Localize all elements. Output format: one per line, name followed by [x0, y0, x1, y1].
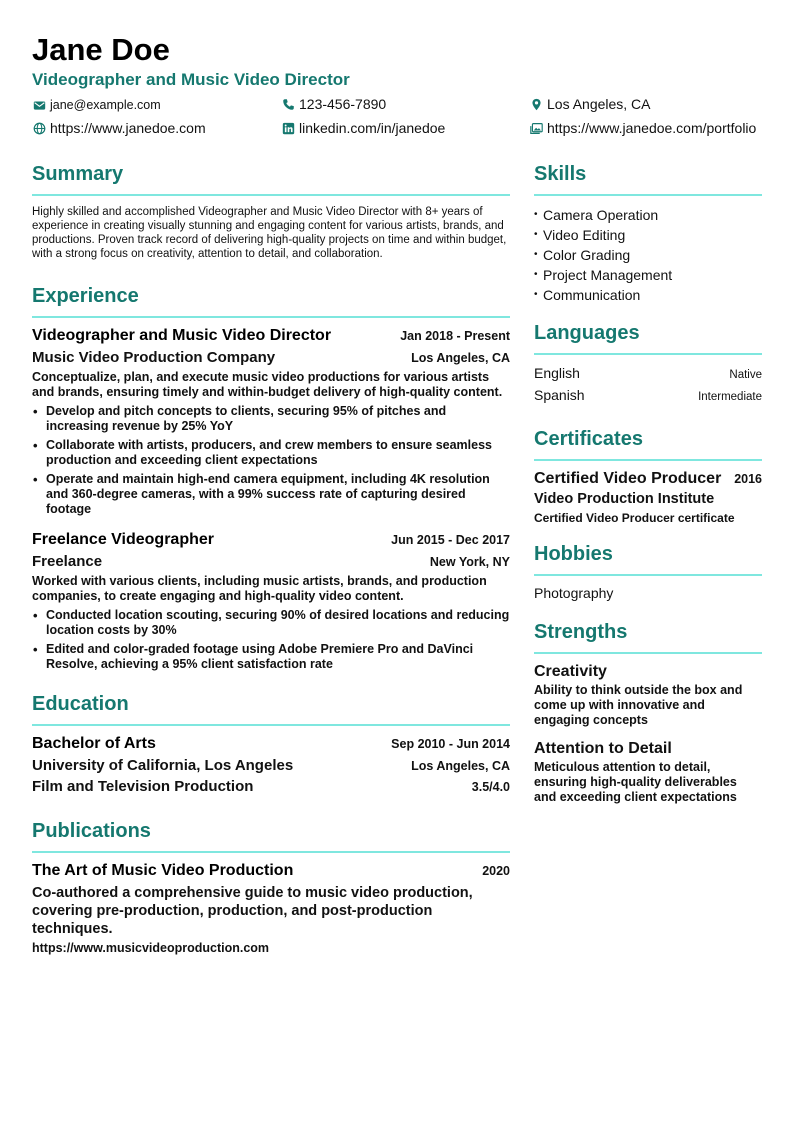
job-entry: [32, 531, 510, 672]
degree: Bachelor of Arts: [32, 735, 156, 752]
publication-title: The Art of Music Video Production: [32, 862, 294, 879]
education-section: [32, 690, 510, 795]
candidate-title: Videographer and Music Video Director: [32, 70, 350, 89]
job-location: New York, NY: [429, 555, 510, 569]
strengths-section: [534, 618, 762, 805]
language-item: [534, 385, 762, 407]
certificate-issuer: Video Production Institute: [534, 491, 715, 507]
job-dates: Jun 2015 - Dec 2017: [391, 533, 510, 547]
contact-linkedin-text: linkedin.com/in/janedoe: [299, 120, 446, 136]
summary-text: Highly skilled and accomplished Videographer and Music Video Director with 8+ years of experience in creating visually stunning and engaging content for various artists, brands, and productions. Proven track record of delivering high-quality projects on time and within budget, with a strong focus on creativity, attention to detail, and collaboration.: [32, 206, 507, 260]
publication-year: 2020: [482, 864, 510, 878]
language-name: Spanish: [534, 387, 585, 403]
location-pin-icon: [529, 97, 543, 111]
mail-icon: [32, 98, 46, 112]
publications-section: [32, 817, 510, 955]
language-level: Native: [729, 369, 762, 381]
job-highlight: • Edited and color-graded footage using Adobe Premiere Pro and DaVinci Resolve, achieving a 95% client satisfaction rate: [32, 642, 510, 672]
section-divider: [534, 652, 762, 654]
contact-portfolio[interactable]: [529, 120, 756, 136]
job-company: Freelance: [32, 553, 103, 570]
section-divider: [32, 851, 510, 853]
certificates-heading: Certificates: [534, 428, 643, 450]
section-divider: [534, 194, 762, 196]
publication-description: Co-authored a comprehensive guide to music video production, covering pre-production, production, and post-production techniques.: [32, 885, 473, 937]
section-divider: [32, 316, 510, 318]
phone-icon: [281, 97, 295, 111]
linkedin-icon: [281, 121, 295, 135]
job-dates: Jan 2018 - Present: [400, 329, 510, 343]
job-highlights: [32, 404, 510, 517]
strength-description: Meticulous attention to detail, ensuring high-quality deliverables and exceeding client expectations: [534, 760, 737, 804]
portfolio-icon: [529, 121, 543, 135]
skill-item: • Video Editing: [534, 225, 762, 245]
skill-item: • Project Management: [534, 265, 762, 285]
languages-list: [534, 363, 762, 407]
education-entry: [32, 735, 510, 795]
skill-item: • Communication: [534, 285, 762, 305]
contact-email[interactable]: [32, 98, 161, 112]
section-divider: [534, 574, 762, 576]
job-highlight: • Operate and maintain high-end camera equipment, including 4K resolution and 360-degree cameras, with a 99% success rate of capturing desired footage: [32, 472, 510, 517]
contact-linkedin[interactable]: [281, 120, 445, 136]
skill-item: • Camera Operation: [534, 205, 762, 225]
contact-location-text: Los Angeles, CA: [547, 96, 651, 112]
job-description: Worked with various clients, including music artists, brands, and production companies, to create engaging and high-quality video content.: [32, 574, 487, 603]
resume-header: [32, 32, 772, 91]
contact-website-text: https://www.janedoe.com: [50, 120, 206, 136]
experience-section: [32, 282, 510, 672]
main-column: [32, 160, 510, 955]
skills-section: [534, 160, 762, 305]
strength-entry: [534, 663, 762, 728]
job-entry: [32, 327, 510, 517]
hobby-item: Photography: [534, 585, 614, 601]
job-highlight: • Develop and pitch concepts to clients, securing 95% of pitches and increasing revenue by 25% YoY: [32, 404, 510, 434]
skill-item: • Color Grading: [534, 245, 762, 265]
education-dates: Sep 2010 - Jun 2014: [391, 737, 510, 751]
publication-link[interactable]: https://www.musicvideoproduction.com: [32, 941, 270, 955]
strengths-heading: Strengths: [534, 621, 628, 643]
section-divider: [534, 459, 762, 461]
strength-description: Ability to think outside the box and come up with innovative and engaging concepts: [534, 683, 743, 727]
job-title: Freelance Videographer: [32, 531, 214, 548]
publication-entry: [32, 862, 510, 955]
job-highlight: • Conducted location scouting, securing 90% of desired locations and reducing location costs by 30%: [32, 608, 510, 638]
certificate-year: 2016: [734, 472, 762, 486]
language-item: [534, 363, 762, 385]
contact-phone[interactable]: [281, 96, 386, 112]
section-divider: [32, 724, 510, 726]
skills-heading: Skills: [534, 163, 587, 185]
field-of-study: Film and Television Production: [32, 778, 254, 795]
section-divider: [534, 353, 762, 355]
strength-name: Creativity: [534, 663, 607, 680]
gpa: 3.5/4.0: [471, 780, 510, 794]
publications-heading: Publications: [32, 820, 151, 842]
certificate-summary: Certified Video Producer certificate: [534, 511, 735, 525]
school-name: University of California, Los Angeles: [32, 757, 294, 774]
strength-entry: [534, 740, 762, 805]
language-name: English: [534, 365, 580, 381]
contact-phone-text: 123-456-7890: [299, 96, 387, 112]
hobbies-heading: Hobbies: [534, 543, 613, 565]
job-company: Music Video Production Company: [32, 349, 276, 366]
candidate-name: Jane Doe: [32, 32, 170, 67]
languages-section: [534, 319, 762, 407]
side-column: [534, 160, 762, 805]
job-title: Videographer and Music Video Director: [32, 327, 332, 344]
summary-heading: Summary: [32, 163, 124, 185]
globe-icon: [32, 121, 46, 135]
certificates-section: [534, 425, 762, 525]
contact-email-text: jane@example.com: [50, 98, 161, 112]
strength-name: Attention to Detail: [534, 740, 672, 757]
job-description: Conceptualize, plan, and execute music video productions for various artists and brands, ensuring timely and within-budget delivery of high-quality content.: [32, 370, 503, 399]
certificate-name: Certified Video Producer: [534, 470, 722, 487]
contact-location: [529, 96, 651, 112]
languages-heading: Languages: [534, 322, 640, 344]
summary-section: [32, 160, 510, 261]
job-location: Los Angeles, CA: [411, 351, 510, 365]
job-highlight: • Collaborate with artists, producers, and crew members to ensure seamless production and exceeding client expectations: [32, 438, 510, 468]
language-level: Intermediate: [698, 391, 762, 403]
education-heading: Education: [32, 693, 129, 715]
section-divider: [32, 194, 510, 196]
certificate-entry: [534, 470, 762, 525]
hobbies-section: [534, 540, 762, 601]
skills-list: [534, 205, 762, 305]
experience-heading: Experience: [32, 285, 139, 307]
contact-portfolio-text: https://www.janedoe.com/portfolio: [547, 120, 757, 136]
contact-website[interactable]: [32, 120, 206, 136]
job-highlights: [32, 608, 510, 672]
school-location: Los Angeles, CA: [411, 759, 510, 773]
